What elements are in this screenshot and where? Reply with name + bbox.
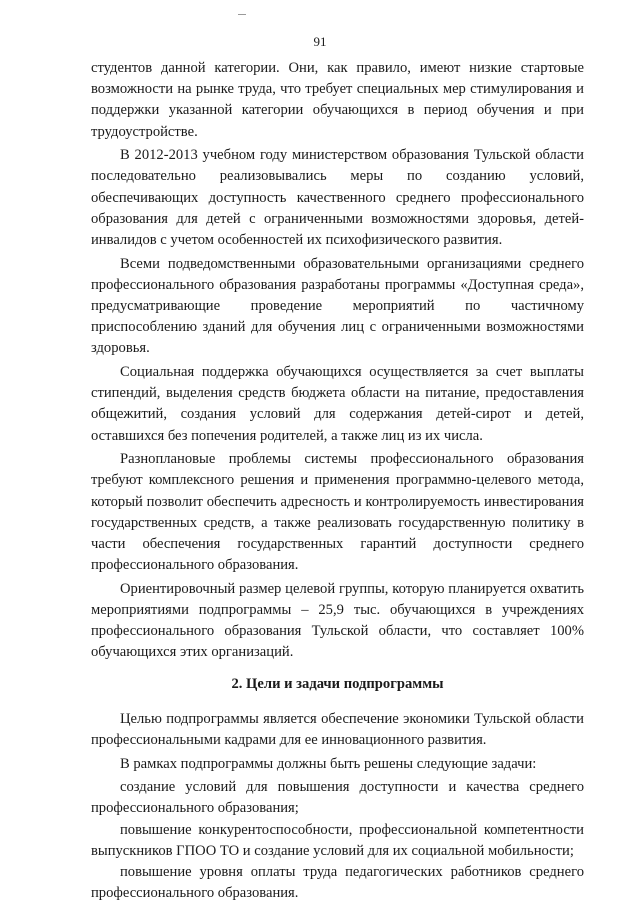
section-intro: Целью подпрограммы является обеспечение экономики Тульской области профессиональными кадрами для ее инновационного развития. — [91, 710, 584, 749]
tasks-lead: В рамках подпрограммы должны быть решены следующие задачи: — [120, 755, 537, 772]
paragraph-social-support: Социальная поддержка обучающихся осуществляется за счет выплаты стипендий, выделения средств бюджета области на питание, предоставления общежитий, создания условий для содержания детей-сирот и детей, оставшихся без попечения родителей, а также лиц из их числа. — [91, 364, 584, 444]
task-item: повышение уровня оплаты труда педагогических работников среднего профессионального образования. — [91, 864, 584, 902]
paragraph-target-group: Ориентировочный размер целевой группы, которую планируется охватить мероприятиями подпрограммы – 25,9 тыс. обучающихся в учреждениях профессионального образования Тульской области, что составляет 100% обучающихся этих организаций. — [91, 580, 584, 661]
paragraph-measures: В 2012-2013 учебном году министерством образования Тульской области последовательно реализовывались меры по созданию условий, обеспечивающих доступность качественного среднего профессионального образования для детей с ограниченными возможностями здоровья, детей-инвалидов с учетом особенностей их психофизического развития. — [91, 147, 584, 249]
paragraph-continuation: студентов данной категории. Они, как правило, имеют низкие стартовые возможности на рынке труда, что требует специальных мер стимулирования и поддержки указанной категории обучающихся в период обучения и при трудоустройстве. — [91, 60, 584, 140]
section-heading: 2. Цели и задачи подпрограммы — [231, 675, 444, 692]
task-item: повышение конкурентоспособности, профессиональной компетентности выпускников ГПОО ТО и создание условий для их социальной мобильности; — [91, 821, 584, 859]
scan-dash-top — [238, 14, 246, 15]
page-number: 91 — [313, 34, 327, 49]
document-body — [91, 58, 584, 904]
task-item: создание условий для повышения доступности и качества среднего профессионального образования; — [91, 779, 584, 817]
paragraph-problems: Разноплановые проблемы системы профессионального образования требуют комплексного решения и применения программно-целевого метода, который позволит обеспечить адресность и контролируемость инвестирования государственных средств, а также реализовать государственную политику в части обеспечения государственных гарантий доступности среднего профессионального образования. — [91, 451, 584, 574]
paragraph-accessible-environment: Всеми подведомственными образовательными организациями среднего профессионального образования разработаны программы «Доступная среда», предусматривающие проведение мероприятий по частичному приспособлению зданий для обучения лиц с ограниченными возможностями здоровья. — [91, 255, 584, 357]
